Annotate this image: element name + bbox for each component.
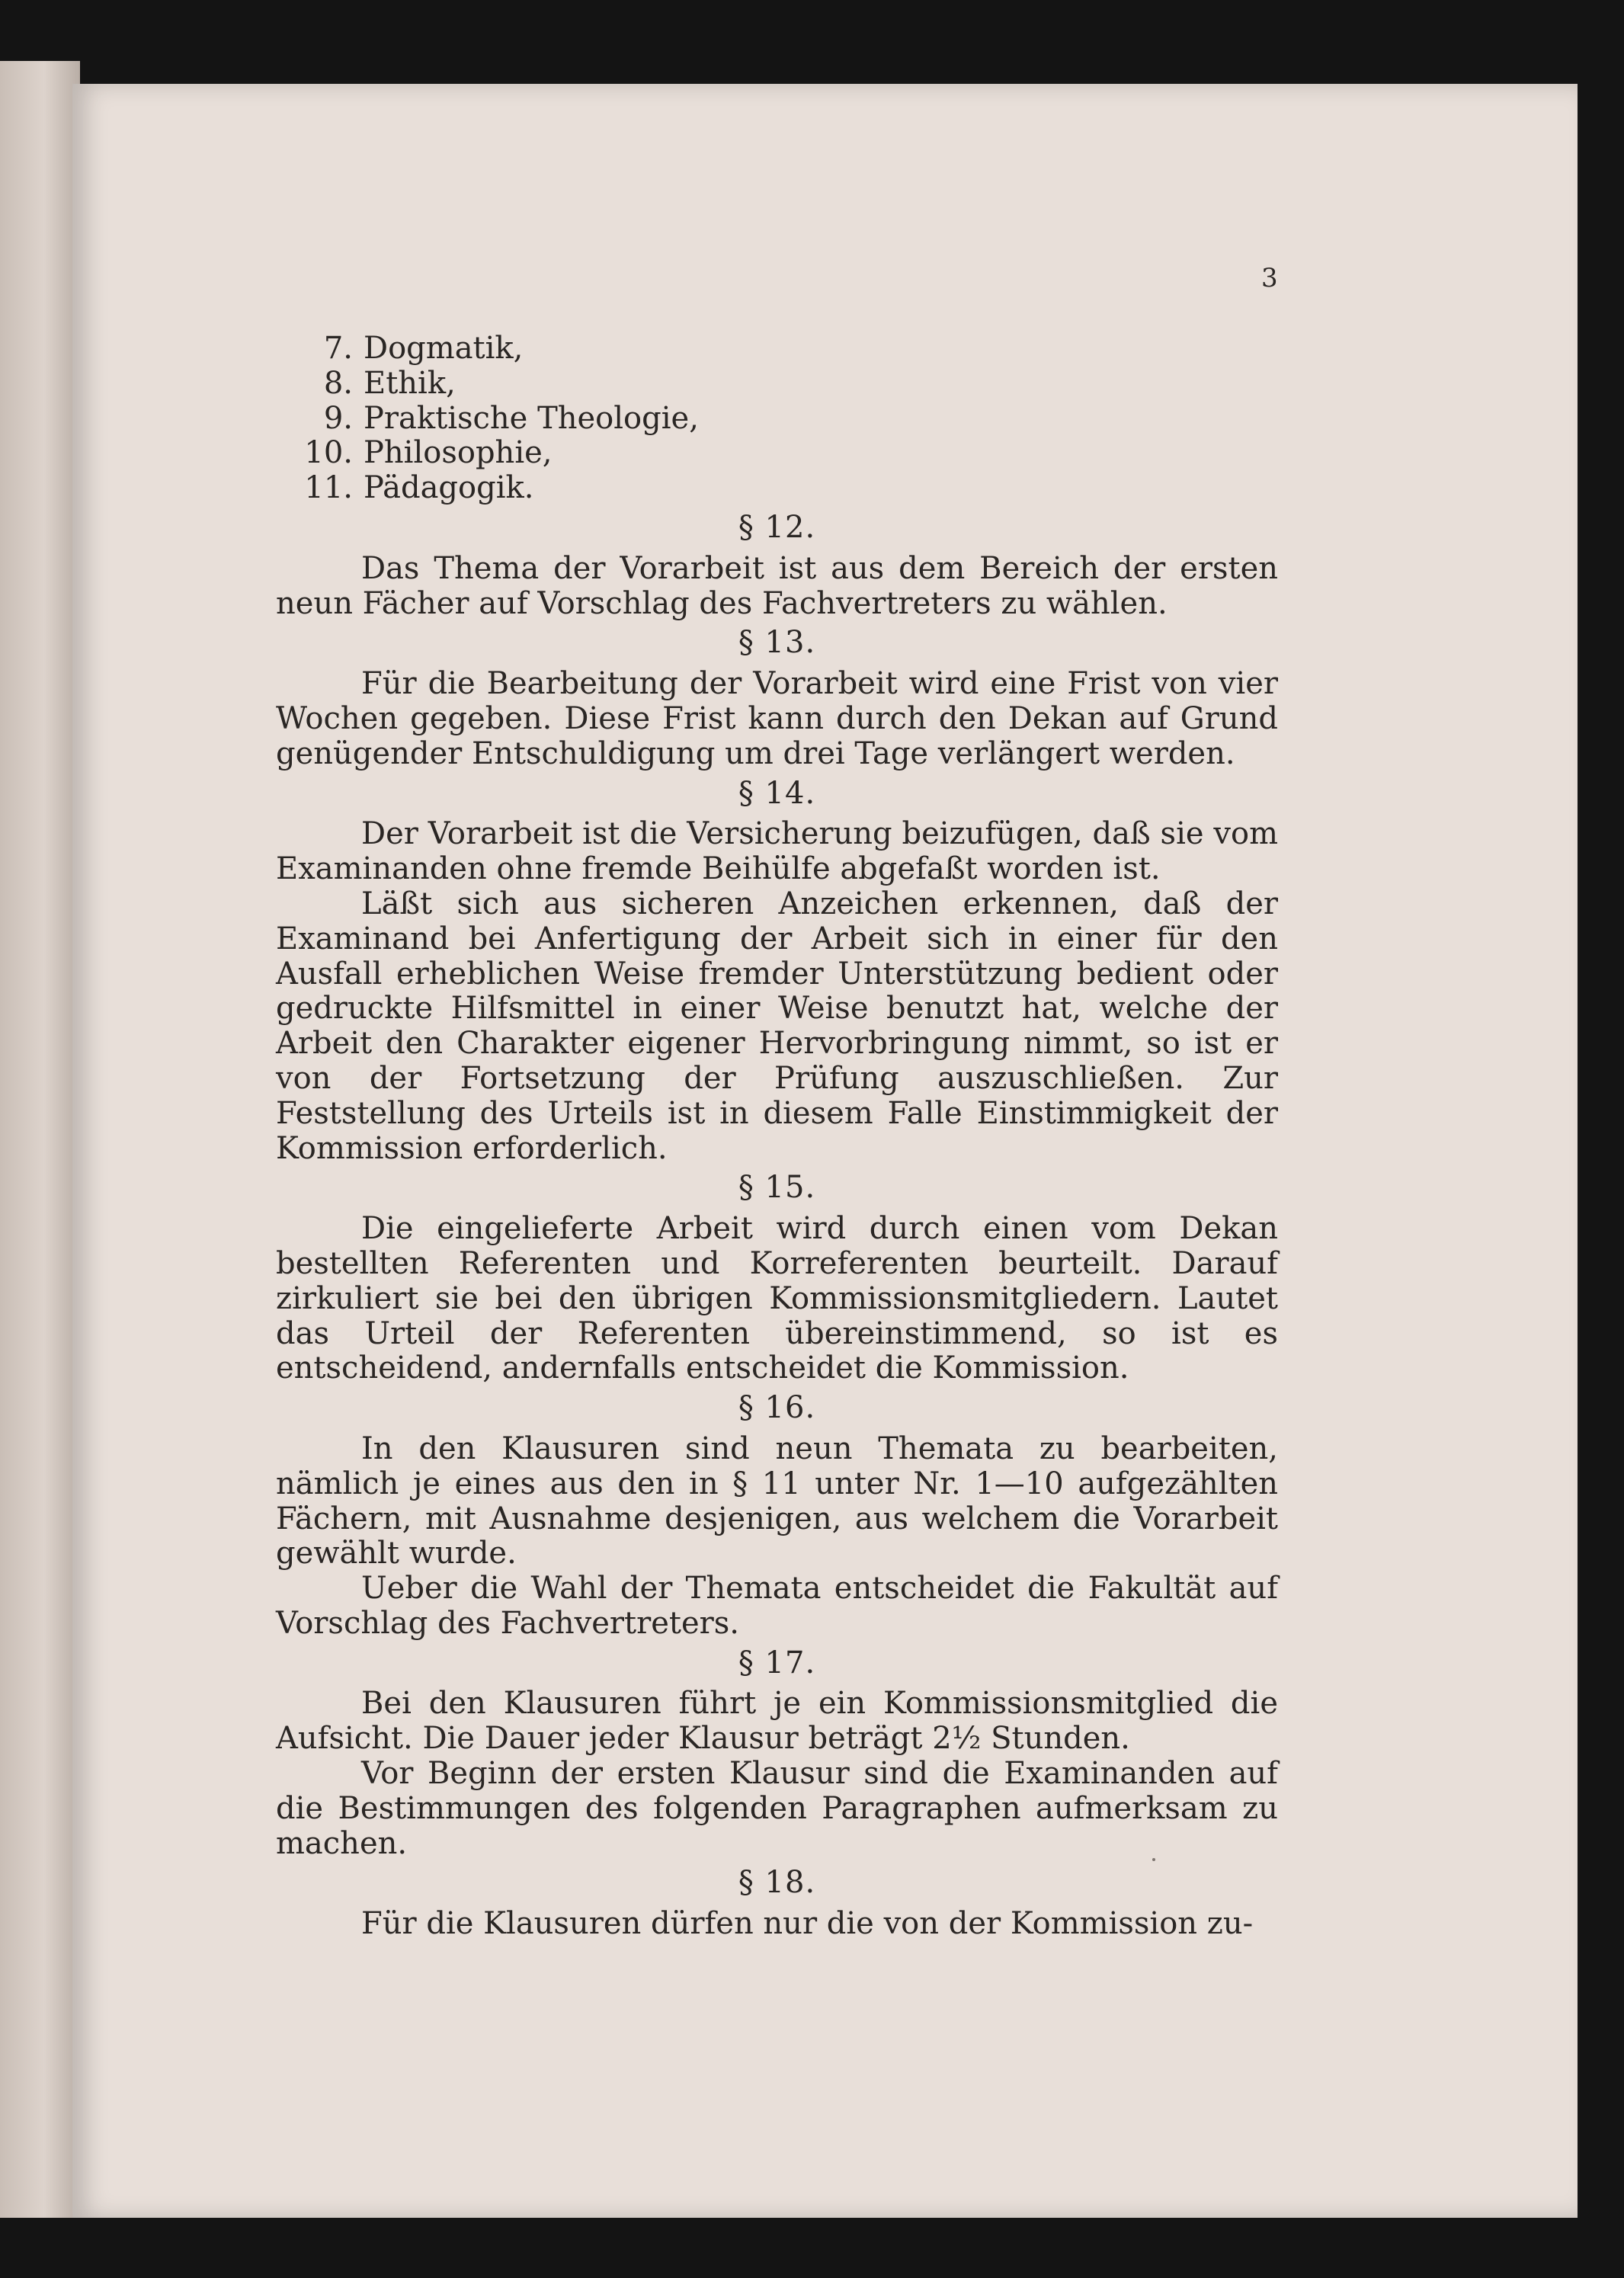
- list-item-text: Pädagogik.: [364, 470, 534, 506]
- section-heading-17: § 17.: [738, 1645, 816, 1680]
- section-14-paragraph-2: Läßt sich aus sicheren Anzeichen erkennen, daß der Examinand bei Anfertigung der Arbeit sich in einer für den Ausfall erheblichen Weise fremder Unterstützung bedient oder gedruckte Hilfsmittel in einer Weise benutzt hat, welche der Arbeit den Charakter eigener Hervorbringung nimmt, so ist er von der Fortsetzung der Prüfung auszuschließen. Zur Feststellung des Urteils ist in diesem Falle Einstimmigkeit der Kommission erforderlich.: [276, 886, 1278, 1166]
- section-16-paragraph-1: In den Klausuren sind neun Themata zu bearbeiten, nämlich je eines aus den in § 11 unter Nr. 1—10 aufgezählten Fächern, mit Ausnahme desjenigen, aus welchem die Vorarbeit gewählt wurde.: [276, 1431, 1278, 1572]
- list-item-number: 8.: [323, 365, 353, 401]
- subject-list: [276, 332, 1278, 506]
- paper-speck: [1152, 1858, 1155, 1861]
- section-heading-15: § 15.: [738, 1170, 816, 1206]
- list-item-number: 11.: [304, 470, 353, 506]
- section-17-paragraph-1: Bei den Klausuren führt je ein Kommissionsmitglied die Aufsicht. Die Dauer jeder Klausur beträgt 2½ Stunden.: [276, 1686, 1278, 1757]
- section-heading-14: § 14.: [738, 775, 816, 811]
- list-item-number: 10.: [304, 435, 353, 471]
- list-item-number: 9.: [323, 400, 353, 436]
- section-13-paragraph: Für die Bearbeitung der Vorarbeit wird eine Frist von vier Wochen gegeben. Diese Frist kann durch den Dekan auf Grund genügender Entschuldigung um drei Tage verlängert werden.: [276, 666, 1278, 771]
- section-18-paragraph: Für die Klausuren dürfen nur die von der Kommission zu-: [361, 1906, 1254, 1942]
- section-16-paragraph-2: Ueber die Wahl der Themata entscheidet die Fakultät auf Vorschlag des Fachvertreters.: [276, 1571, 1278, 1641]
- adjacent-page-edge: [0, 61, 80, 2218]
- section-heading-12: § 12.: [738, 509, 816, 545]
- list-item: [276, 402, 1278, 437]
- section-17-paragraph-2: Vor Beginn der ersten Klausur sind die Examinanden auf die Bestimmungen des folgenden Paragraphen aufmerksam zu machen.: [276, 1756, 1278, 1861]
- section-heading-18: § 18.: [738, 1865, 816, 1901]
- list-item-text: Ethik,: [364, 365, 456, 401]
- list-item: [276, 436, 1278, 471]
- section-15-paragraph: Die eingelieferte Arbeit wird durch einen vom Dekan bestellten Referenten und Korreferenten beurteilt. Darauf zirkuliert sie bei den übrigen Kommissionsmitgliedern. Lautet das Urteil der Referenten übereinstimmend, so ist es entscheidend, andernfalls entscheidet die Kommission.: [276, 1211, 1278, 1386]
- section-heading-13: § 13.: [738, 625, 816, 661]
- page-content: [276, 332, 1278, 1942]
- list-item-number: 7.: [323, 331, 353, 366]
- list-item-text: Dogmatik,: [364, 331, 524, 366]
- section-12-paragraph: Das Thema der Vorarbeit ist aus dem Bereich der ersten neun Fächer auf Vorschlag des Fachvertreters zu wählen.: [276, 550, 1278, 621]
- list-item: [276, 332, 1278, 367]
- list-item: [276, 471, 1278, 506]
- page-number: 3: [1261, 263, 1278, 293]
- section-heading-16: § 16.: [738, 1390, 816, 1426]
- list-item: [276, 367, 1278, 402]
- list-item-text: Philosophie,: [364, 435, 553, 471]
- list-item-text: Praktische Theologie,: [364, 400, 699, 436]
- section-14-paragraph-1: Der Vorarbeit ist die Versicherung beizufügen, daß sie vom Examinanden ohne fremde Beihülfe abgefaßt worden ist.: [276, 816, 1278, 887]
